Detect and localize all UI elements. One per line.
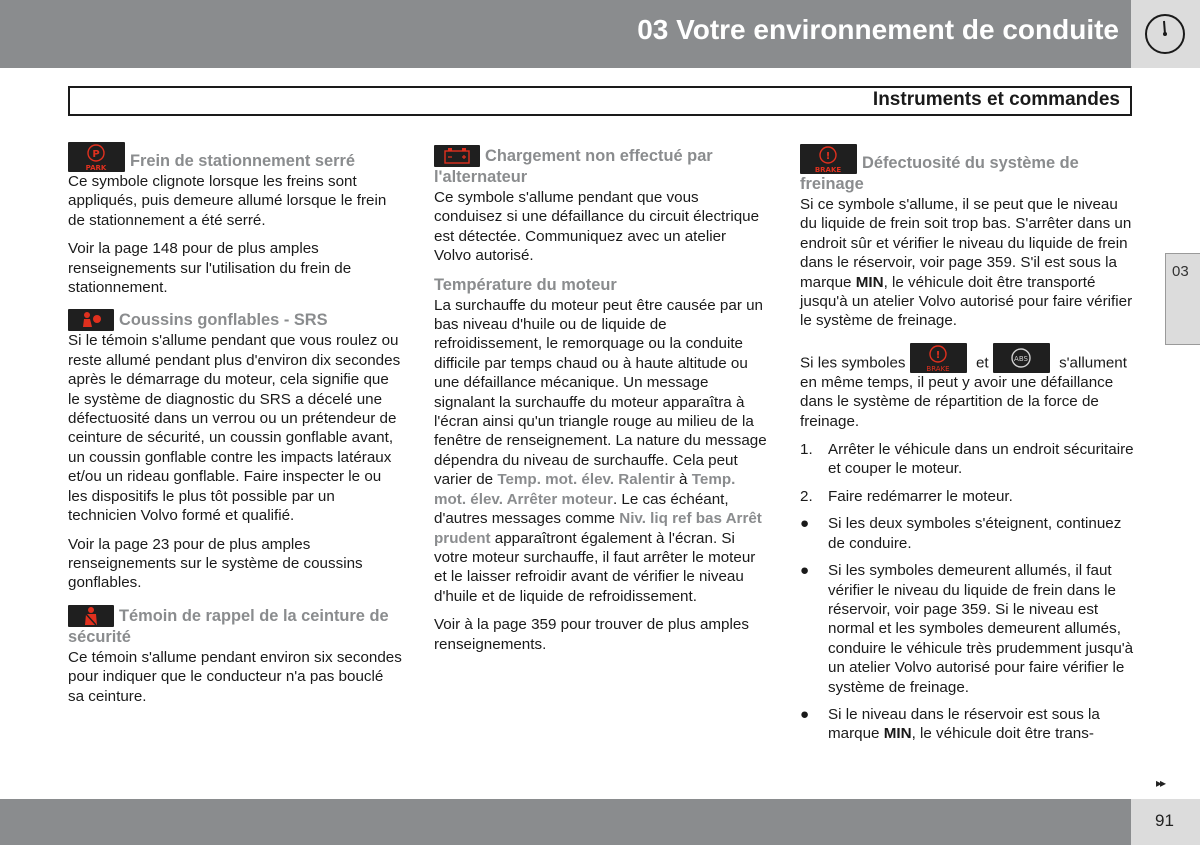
list-item: ● Si les deux symboles s'éteignent, continuez de conduire. bbox=[800, 515, 1122, 552]
section-title: Instruments et commandes bbox=[872, 89, 1120, 110]
next-page-arrows: ▸▸ bbox=[1156, 776, 1165, 790]
brake-inline-icon bbox=[910, 343, 967, 373]
srs-desc: Si le témoin s'allume pendant que vous roulez ou reste allumé pendant plus d'environ dix secondes après le démarrage du moteur, cela signifie que le système de diagnostic du SRS a décelé une défectuosité dans un verrou ou un prétendeur de ceinture de sécurité, un coussin gonflable avant, un coussin gonflable contre les impacts latéraux et/ou un rideau gonflable. Faire inspecter le ou les dispositifs le plus tôt possible par un technicien Volvo formé et qualifié. bbox=[68, 332, 401, 525]
column-1 bbox=[68, 142, 403, 715]
engine-temp-heading: Température du moteur bbox=[434, 275, 617, 294]
park-brake-desc: Ce symbole clignote lorsque les freins sont appliqués, puis demeure allumé lorsque le frein de stationnement a été serré. bbox=[68, 173, 387, 229]
column-2 bbox=[434, 145, 767, 663]
seatbelt-icon bbox=[68, 605, 114, 627]
list-item: ● Si le niveau dans le réservoir est sous la marque MIN, le véhicule doit être trans- bbox=[800, 705, 1100, 743]
svg-text:BRAKE: BRAKE bbox=[926, 364, 950, 373]
page-number-box bbox=[1131, 799, 1200, 845]
svg-text:!: ! bbox=[825, 151, 831, 162]
brake-fault-heading: ! BRAKE Défectuosité du système de freinage bbox=[800, 144, 1134, 195]
park-brake-ref: Voir la page 148 pour de plus amples renseignements sur l'utilisation du frein de stationnement. bbox=[68, 240, 352, 297]
svg-text:P: P bbox=[92, 149, 100, 160]
svg-text:BRAKE: BRAKE bbox=[814, 166, 842, 174]
page-number: 91 bbox=[1155, 811, 1174, 830]
srs-heading: Coussins gonflables - SRS bbox=[68, 309, 403, 331]
list-item: 1. Arrêter le véhicule dans un endroit sécuritaire et couper le moteur. bbox=[800, 441, 1134, 478]
chapter-icon-box bbox=[1131, 0, 1200, 68]
brake-abs-desc: Si les symboles ! BRAKE et ABS s'allument en même temps, il peut y avoir une défaillance dans le système de répartition de la force de freinage. bbox=[800, 343, 1134, 431]
engine-temp-desc: La surchauffe du moteur peut être causée par un bas niveau d'huile ou de liquide de refroidissement, le remorquage ou la conduite difficile par temps chaud ou à haute altitude ou une défaillance mécanique. Un message signalant la surchauffe du moteur apparaîtra à l'écran ainsi qu'un triangle rouge au milieu de la fenêtre de renseignement. La nature du message dépendra du niveau de surchauffe. Cela peut varier de Temp. mot. élev. Ralentir à Temp. mot. élev. Arrêter moteur. Le cas échéant, d'autres messages comme Niv. liq ref bas Arrêt prudent apparaîtront également à l'écran. Si votre moteur surchauffe, il faut arrêter le moteur et le laisser refroidir avant de vérifier le niveau d'huile et de liquide de refroidissement. bbox=[434, 296, 767, 605]
park-brake-heading: P PARK Frein de stationnement serré bbox=[68, 142, 403, 172]
battery-icon bbox=[434, 145, 480, 167]
srs-ref: Voir la page 23 pour de plus amples renseignements sur le système de coussins gonflables. bbox=[68, 535, 363, 592]
chapter-title: 03 Votre environnement de conduite bbox=[637, 14, 1119, 45]
seatbelt-desc: Ce témoin s'allume pendant environ six secondes pour indiquer que le conducteur n'a pas bouclé sa ceinture. bbox=[68, 648, 402, 705]
seatbelt-heading: Témoin de rappel de la ceinture de sécurité bbox=[68, 606, 389, 646]
svg-text:PARK: PARK bbox=[85, 164, 107, 172]
airbag-icon bbox=[68, 309, 114, 331]
chapter-header-bar bbox=[0, 0, 1131, 68]
list-item: 2. Faire redémarrer le moteur. bbox=[800, 487, 1013, 505]
chapter-side-tab: 03 bbox=[1165, 253, 1200, 345]
brake-warning-icon bbox=[800, 144, 857, 174]
footer-bar bbox=[0, 799, 1131, 845]
svg-text:!: ! bbox=[935, 349, 941, 361]
brake-fault-desc: Si ce symbole s'allume, il se peut que le niveau du liquide de frein soit trop bas. S'arrêter dans un endroit sûr et vérifier le niveau du liquide de frein dans le réservoir, voir page 359. S'il est sous la marque MIN, le véhicule doit être transporté jusqu'à un atelier Volvo autorisé pour faire vérifier le système de freinage. bbox=[800, 196, 1133, 330]
section-header bbox=[68, 86, 1132, 116]
svg-text:ABS: ABS bbox=[1013, 354, 1028, 363]
speedometer-icon bbox=[1143, 12, 1187, 56]
steps-list bbox=[800, 440, 1134, 506]
charging-desc: Ce symbole s'allume pendant que vous conduisez si une défaillance du circuit électrique est détectée. Communiquez avec un atelier Volvo autorisé. bbox=[434, 189, 760, 265]
charging-heading: Chargement non effectué par l'alternateur bbox=[434, 147, 713, 186]
abs-icon bbox=[993, 343, 1050, 373]
engine-temp-ref: Voir à la page 359 pour trouver de plus amples renseignements. bbox=[434, 616, 749, 653]
column-3 bbox=[800, 144, 1134, 752]
park-brake-warning-icon bbox=[68, 142, 125, 172]
list-item: ● Si les symboles demeurent allumés, il faut vérifier le niveau du liquide de frein dans le réservoir, voir page 359. Si le niveau est normal et les symboles demeurent allumés, conduire le véhicule très prudemment jusqu'à un atelier Volvo autorisé pour faire vérifier le système de freinage. bbox=[800, 562, 1134, 696]
bullet-list bbox=[800, 514, 1134, 743]
